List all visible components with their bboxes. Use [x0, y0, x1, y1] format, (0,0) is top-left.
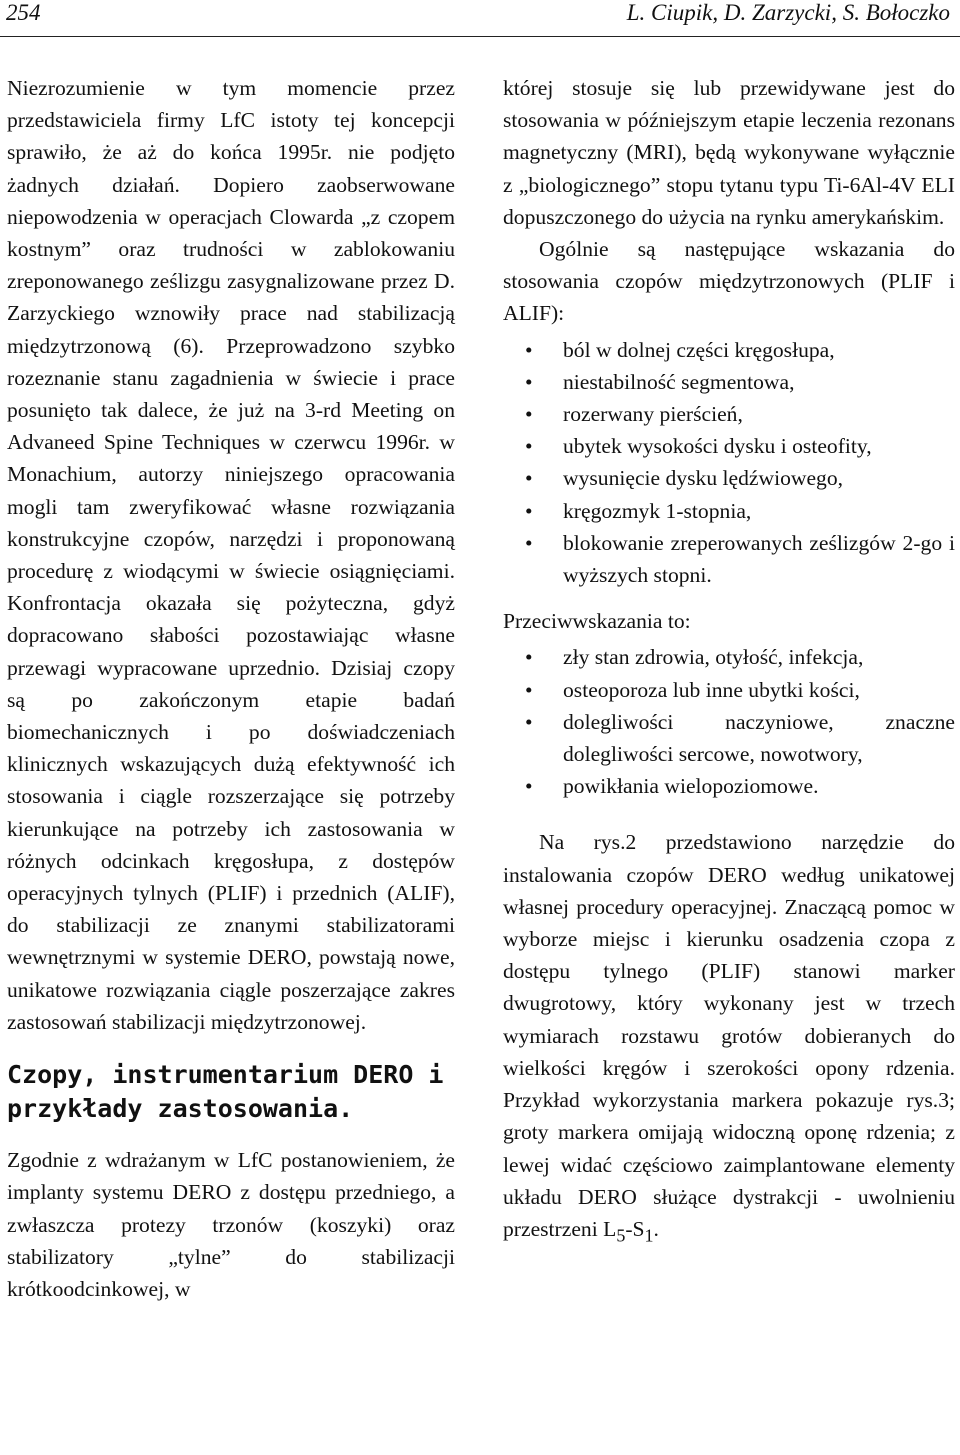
bullet-icon: •: [525, 774, 533, 799]
list-item: • blokowanie zreperowanych ześlizgów 2-go i wyższych stopni.: [503, 527, 955, 591]
subscript-1: 1: [644, 1225, 654, 1246]
list-item: • rozerwany pierścień,: [503, 398, 955, 430]
left-paragraph-2: Zgodnie z wdrażanym w LfC postanowieniem, że implanty systemu DERO z dostępu przedniego, a zwłaszcza protezy trzonów (koszyki) oraz stabilizatory „tylne” do stabilizacji krótkoodcinkowej, w: [7, 1148, 455, 1301]
bullet-icon: •: [525, 645, 533, 670]
page-header: [0, 0, 960, 37]
left-column: [7, 72, 455, 1305]
bullet-icon: •: [525, 498, 533, 523]
right-paragraph-3: Na rys.2 przedstawiono narzędzie do instalowania czopów DERO według unikatowej własnej procedury operacyjnej. Znaczącą pomoc w wyborze miejsc i kierunku osadzenia czopa z dostępu tylnego (PLIF) stanowi marker dwugrotowy, który wykonany jest w trzech wymiarach rozstawu grotów dobieranych do wielkości kręgów i szerokości opony rdzenia. Przykład wykorzystania markera pokazuje rys.3; groty markera omijają widoczną oponę rdzenia; z lewej widać częściowo zaimplantowane elementy układu DERO służące dystrakcji - uwolnieniu przestrzeni $L_5-S_1$.: [503, 830, 955, 1246]
bullet-icon: •: [525, 466, 533, 491]
bullet-icon: •: [525, 434, 533, 459]
list-item: • kręgozmyk 1-stopnia,: [503, 495, 955, 527]
right-column: [503, 72, 955, 1251]
list-item: • niestabilność segmentowa,: [503, 366, 955, 398]
list-item: • osteoporoza lub inne ubytki kości,: [503, 674, 955, 706]
contraindications-label: Przeciwwskazania to:: [503, 609, 691, 634]
bullet-icon: •: [525, 677, 533, 702]
list-item: • ból w dolnej części kręgosłupa,: [503, 334, 955, 366]
subscript-5: 5: [616, 1225, 626, 1246]
bullet-icon: •: [525, 337, 533, 362]
bullet-icon: •: [525, 530, 533, 555]
indications-list: [503, 334, 955, 592]
list-item: • dolegliwości naczyniowe, znaczne dolegliwości sercowe, nowotwory,: [503, 706, 955, 770]
contraindications-list: [503, 641, 955, 802]
list-item: • powikłania wielopoziomowe.: [503, 770, 955, 802]
bullet-icon: •: [525, 369, 533, 394]
right-paragraph-1: której stosuje się lub przewidywane jest do stosowania w późniejszym etapie leczenia rezonans magnetyczny (MRI), będą wykonywane wyłącznie z „biologicznego” stopu tytanu typu Ti-6Al-4V ELI dopuszczonego do użycia na rynku amerykańskim.: [503, 76, 955, 229]
page-number: 254: [6, 0, 41, 25]
left-paragraph-1: Niezrozumienie w tym momencie przez przedstawiciela firmy LfC istoty tej koncepcji sprawiło, że aż do końca 1995r. nie podjęto żadnych działań. Dopiero zaobserwowane niepowodzenia w operacjach Clowarda „z czopem kostnym” oraz trudności w zablokowaniu zreponowanego ześlizgu zasygnalizowane przez D. Zarzyckiego wznowiły prace nad stabilizacją międzytrzonową (6). Przeprowadzono szybko rozeznanie stanu zagadnienia w świecie i prace posunięto tak dalece, że już na 3-rd Meeting on Advaneed Spine Techniques w czerwcu 1996r. w Monachium, autorzy niniejszego opracowania mogli tam zweryfikować własne rozwiązania konstrukcyjne czopów, narzędzi i proponowaną procedurę z wiodącymi w świecie osiągnięciami. Konfrontacja okazała się pożyteczna, gdyż dopracowano słabości pozostawiając własne przewagi wypracowane uprzednio. Dzisiaj czopy są po zakończonym etapie badań biomechanicznych i po doświadczeniach klinicznych wskazujących dużą efektywność ich stosowania i ciągle rozszerzające się potrzeby kierunkujące na potrzeby ich zastosowania w różnych odcinkach kręgosłupa, z dostępów operacyjnych tylnych (PLIF) i przednich (ALIF), do stabilizacji ze znanymi stabilizatorami wewnętrznymi w systemie DERO, powstają nowe, unikatowe rozwiązania ciągle poszerzające zakres zastosowań stabilizacji międzytrzonowej.: [7, 76, 455, 1034]
list-item: • ubytek wysokości dysku i osteofity,: [503, 430, 955, 462]
bullet-icon: •: [525, 709, 533, 734]
section-heading: Czopy, instrumentarium DERO i przykłady zastosowania.: [7, 1060, 444, 1124]
list-item: • zły stan zdrowia, otyłość, infekcja,: [503, 641, 955, 673]
list-item: • wysunięcie dysku lędźwiowego,: [503, 462, 955, 494]
running-head: L. Ciupik, D. Zarzycki, S. Bołoczko: [626, 0, 950, 25]
bullet-icon: •: [525, 402, 533, 427]
right-paragraph-2: Ogólnie są następujące wskazania do stosowania czopów międzytrzonowych (PLIF i ALIF):: [503, 237, 955, 326]
